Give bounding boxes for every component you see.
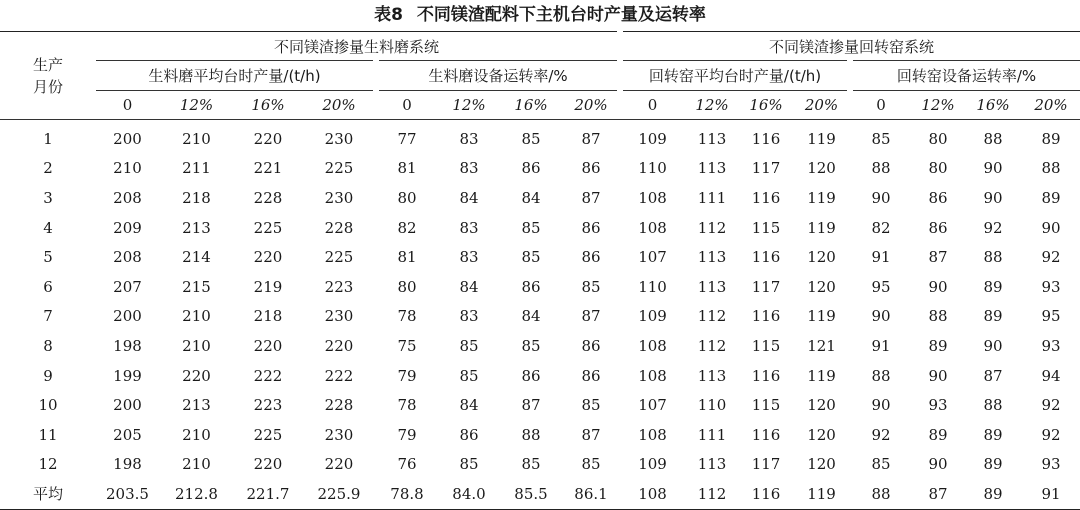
value-cell: 115	[751, 336, 781, 355]
value-cell: 89	[1041, 188, 1061, 207]
dosage-header: 12%	[685, 91, 739, 120]
value-cell: 94	[1041, 366, 1061, 385]
value-cell: 90	[871, 307, 891, 326]
value-cell: 88	[871, 366, 891, 385]
subgroup-kiln-rate: 回转窑设备运转率/%	[850, 61, 1080, 91]
value-cell: 76	[397, 455, 417, 474]
value-cell: 220	[324, 455, 354, 474]
value-cell: 120	[807, 396, 836, 415]
value-cell: 228	[253, 188, 283, 207]
value-cell: 220	[253, 336, 283, 355]
value-cell: 213	[182, 396, 211, 415]
value-cell: 92	[1041, 425, 1061, 444]
value-cell: 90	[928, 455, 948, 474]
value-cell: 92	[1041, 248, 1061, 267]
value-cell: 85	[521, 248, 541, 267]
value-cell: 119	[807, 129, 836, 148]
value-cell: 200	[113, 307, 142, 326]
month-cell: 8	[43, 336, 53, 355]
dosage-header: 20%	[793, 91, 850, 120]
table-row	[0, 420, 1080, 450]
month-cell: 3	[43, 188, 53, 207]
value-cell: 92	[871, 425, 891, 444]
value-cell: 95	[871, 277, 891, 296]
dosage-header: 0	[96, 91, 159, 120]
value-cell: 90	[928, 277, 948, 296]
dosage-header: 12%	[159, 91, 234, 120]
value-cell: 85	[581, 455, 601, 474]
month-cell: 7	[43, 307, 53, 326]
value-cell: 108	[638, 425, 667, 444]
value-cell: 208	[113, 188, 142, 207]
value-cell: 87	[521, 396, 541, 415]
table-row	[0, 183, 1080, 213]
value-cell: 95	[1041, 307, 1061, 326]
value-cell: 120	[807, 248, 836, 267]
value-cell: 89	[983, 277, 1003, 296]
value-cell: 205	[113, 425, 142, 444]
value-cell: 81	[397, 248, 417, 267]
value-cell: 78	[397, 307, 417, 326]
month-header	[0, 32, 96, 120]
value-cell: 120	[807, 455, 836, 474]
month-cell: 平均	[0, 479, 96, 509]
month-header-line2: 月份	[32, 77, 63, 96]
value-cell: 80	[397, 188, 417, 207]
value-cell: 113	[697, 277, 727, 296]
subgroup-raw-mill-rate: 生料磨设备运转率/%	[376, 61, 620, 91]
value-cell: 110	[638, 159, 667, 178]
value-cell: 108	[620, 479, 685, 509]
value-cell: 228	[324, 218, 354, 237]
value-cell: 116	[751, 248, 781, 267]
value-cell: 89	[983, 455, 1003, 474]
value-cell: 87	[912, 479, 964, 509]
value-cell: 109	[638, 129, 667, 148]
value-cell: 225	[253, 425, 283, 444]
value-cell: 85	[871, 455, 891, 474]
value-cell: 210	[182, 307, 211, 326]
value-cell: 200	[113, 129, 142, 148]
value-cell: 93	[1041, 277, 1061, 296]
dosage-header: 0	[376, 91, 438, 120]
month-cell: 5	[43, 248, 53, 267]
value-cell: 86	[581, 248, 601, 267]
value-cell: 88	[1041, 159, 1061, 178]
value-cell: 107	[638, 396, 667, 415]
value-cell: 121	[807, 336, 836, 355]
value-cell: 116	[739, 479, 793, 509]
table-title: 不同镁渣配料下主机台时产量及运转率	[416, 5, 706, 25]
value-cell: 88	[983, 396, 1003, 415]
value-cell: 111	[697, 425, 727, 444]
value-cell: 85	[521, 455, 541, 474]
value-cell: 199	[113, 366, 142, 385]
value-cell: 222	[324, 366, 354, 385]
value-cell: 112	[697, 218, 727, 237]
month-cell: 11	[38, 425, 58, 444]
value-cell: 93	[928, 396, 948, 415]
value-cell: 210	[182, 455, 211, 474]
value-cell: 82	[871, 218, 891, 237]
value-cell: 87	[581, 129, 601, 148]
month-cell: 10	[38, 396, 58, 415]
value-cell: 81	[397, 159, 417, 178]
value-cell: 83	[459, 129, 479, 148]
value-cell: 86	[581, 218, 601, 237]
value-cell: 83	[459, 248, 479, 267]
data-table	[0, 31, 1080, 510]
value-cell: 107	[638, 248, 667, 267]
value-cell: 218	[182, 188, 211, 207]
value-cell: 203.5	[96, 479, 159, 509]
value-cell: 119	[807, 307, 836, 326]
value-cell: 218	[253, 307, 283, 326]
value-cell: 198	[113, 336, 142, 355]
value-cell: 80	[928, 129, 948, 148]
value-cell: 117	[751, 159, 781, 178]
value-cell: 110	[638, 277, 667, 296]
dosage-header: 20%	[562, 91, 620, 120]
table-row	[0, 272, 1080, 302]
value-cell: 117	[751, 455, 781, 474]
dosage-header: 16%	[964, 91, 1022, 120]
month-cell: 12	[38, 455, 58, 474]
value-cell: 225	[253, 218, 283, 237]
value-cell: 87	[928, 248, 948, 267]
value-cell: 113	[697, 366, 727, 385]
value-cell: 89	[983, 307, 1003, 326]
value-cell: 200	[113, 396, 142, 415]
value-cell: 89	[1041, 129, 1061, 148]
value-cell: 91	[871, 336, 891, 355]
value-cell: 108	[638, 218, 667, 237]
value-cell: 220	[324, 336, 354, 355]
value-cell: 211	[182, 159, 211, 178]
dosage-header: 0	[850, 91, 912, 120]
value-cell: 84.0	[438, 479, 500, 509]
dosage-header-row	[0, 91, 1080, 120]
value-cell: 212.8	[159, 479, 234, 509]
value-cell: 119	[807, 366, 836, 385]
value-cell: 219	[253, 277, 283, 296]
dosage-header: 16%	[739, 91, 793, 120]
value-cell: 208	[113, 248, 142, 267]
table-body	[0, 120, 1080, 510]
value-cell: 89	[983, 425, 1003, 444]
value-cell: 119	[793, 479, 850, 509]
value-cell: 108	[638, 336, 667, 355]
value-cell: 113	[697, 248, 727, 267]
group-raw-mill: 不同镁渣掺量生料磨系统	[96, 32, 620, 61]
value-cell: 230	[324, 129, 354, 148]
value-cell: 86	[521, 159, 541, 178]
value-cell: 90	[983, 336, 1003, 355]
value-cell: 112	[685, 479, 739, 509]
value-cell: 90	[983, 188, 1003, 207]
value-cell: 85	[871, 129, 891, 148]
value-cell: 225.9	[302, 479, 376, 509]
value-cell: 214	[182, 248, 211, 267]
dosage-header: 12%	[912, 91, 964, 120]
table-row	[0, 242, 1080, 272]
value-cell: 111	[697, 188, 727, 207]
value-cell: 84	[459, 277, 479, 296]
value-cell: 88	[850, 479, 912, 509]
value-cell: 91	[871, 248, 891, 267]
value-cell: 93	[1041, 336, 1061, 355]
value-cell: 113	[697, 129, 727, 148]
table-row	[0, 120, 1080, 154]
value-cell: 92	[1041, 396, 1061, 415]
value-cell: 88	[983, 248, 1003, 267]
value-cell: 85	[521, 336, 541, 355]
value-cell: 85	[521, 218, 541, 237]
table-row	[0, 390, 1080, 420]
value-cell: 84	[521, 307, 541, 326]
value-cell: 89	[964, 479, 1022, 509]
subgroup-kiln-output: 回转窑平均台时产量/(t/h)	[620, 61, 850, 91]
month-cell: 9	[43, 366, 53, 385]
value-cell: 120	[807, 159, 836, 178]
value-cell: 230	[324, 425, 354, 444]
value-cell: 85	[581, 396, 601, 415]
value-cell: 113	[697, 455, 727, 474]
value-cell: 78.8	[376, 479, 438, 509]
value-cell: 230	[324, 307, 354, 326]
value-cell: 220	[253, 248, 283, 267]
value-cell: 86	[521, 277, 541, 296]
table-row	[0, 213, 1080, 243]
value-cell: 78	[397, 396, 417, 415]
value-cell: 116	[751, 307, 781, 326]
value-cell: 83	[459, 307, 479, 326]
value-cell: 93	[1041, 455, 1061, 474]
value-cell: 209	[113, 218, 142, 237]
value-cell: 225	[324, 159, 354, 178]
value-cell: 85	[459, 336, 479, 355]
value-cell: 221.7	[234, 479, 302, 509]
value-cell: 198	[113, 455, 142, 474]
value-cell: 89	[928, 336, 948, 355]
value-cell: 90	[928, 366, 948, 385]
table-caption	[0, 4, 1080, 26]
value-cell: 75	[397, 336, 417, 355]
value-cell: 115	[751, 396, 781, 415]
value-cell: 88	[983, 129, 1003, 148]
value-cell: 220	[253, 129, 283, 148]
value-cell: 117	[751, 277, 781, 296]
value-cell: 86	[928, 218, 948, 237]
value-cell: 116	[751, 129, 781, 148]
value-cell: 87	[581, 188, 601, 207]
value-cell: 113	[697, 159, 727, 178]
value-cell: 116	[751, 366, 781, 385]
value-cell: 210	[182, 129, 211, 148]
value-cell: 89	[928, 425, 948, 444]
value-cell: 210	[113, 159, 142, 178]
table-row	[0, 361, 1080, 391]
value-cell: 210	[182, 425, 211, 444]
value-cell: 86	[521, 366, 541, 385]
value-cell: 88	[928, 307, 948, 326]
value-cell: 120	[807, 425, 836, 444]
value-cell: 223	[324, 277, 354, 296]
value-cell: 86.1	[562, 479, 620, 509]
value-cell: 80	[928, 159, 948, 178]
dosage-header: 20%	[1022, 91, 1080, 120]
value-cell: 223	[253, 396, 283, 415]
value-cell: 119	[807, 218, 836, 237]
group-kiln: 不同镁渣掺量回转窑系统	[620, 32, 1080, 61]
value-cell: 220	[182, 366, 211, 385]
dosage-header: 16%	[500, 91, 562, 120]
value-cell: 85.5	[500, 479, 562, 509]
dosage-header: 0	[620, 91, 685, 120]
value-cell: 116	[751, 188, 781, 207]
subgroup-raw-mill-output: 生料磨平均台时产量/(t/h)	[96, 61, 376, 91]
value-cell: 83	[459, 218, 479, 237]
dosage-header: 12%	[438, 91, 500, 120]
table-row	[0, 450, 1080, 480]
value-cell: 109	[638, 455, 667, 474]
table-row	[0, 302, 1080, 332]
value-cell: 119	[807, 188, 836, 207]
value-cell: 85	[459, 455, 479, 474]
value-cell: 86	[581, 159, 601, 178]
value-cell: 88	[521, 425, 541, 444]
value-cell: 87	[581, 425, 601, 444]
month-cell: 1	[43, 129, 53, 148]
value-cell: 86	[459, 425, 479, 444]
value-cell: 116	[751, 425, 781, 444]
value-cell: 90	[871, 188, 891, 207]
month-header-line1: 生产	[32, 55, 63, 74]
table-number: 表8	[374, 5, 403, 25]
value-cell: 112	[697, 307, 727, 326]
value-cell: 207	[113, 277, 142, 296]
value-cell: 87	[983, 366, 1003, 385]
value-cell: 228	[324, 396, 354, 415]
value-cell: 220	[253, 455, 283, 474]
value-cell: 115	[751, 218, 781, 237]
value-cell: 213	[182, 218, 211, 237]
value-cell: 79	[397, 425, 417, 444]
value-cell: 85	[581, 277, 601, 296]
value-cell: 230	[324, 188, 354, 207]
table-row	[0, 154, 1080, 184]
value-cell: 86	[928, 188, 948, 207]
value-cell: 109	[638, 307, 667, 326]
value-cell: 112	[697, 336, 727, 355]
value-cell: 210	[182, 336, 211, 355]
value-cell: 110	[697, 396, 727, 415]
value-cell: 88	[871, 159, 891, 178]
dosage-header: 20%	[302, 91, 376, 120]
value-cell: 80	[397, 277, 417, 296]
value-cell: 91	[1022, 479, 1080, 509]
value-cell: 92	[983, 218, 1003, 237]
value-cell: 225	[324, 248, 354, 267]
table-row	[0, 331, 1080, 361]
value-cell: 83	[459, 159, 479, 178]
value-cell: 90	[983, 159, 1003, 178]
dosage-header: 16%	[234, 91, 302, 120]
value-cell: 82	[397, 218, 417, 237]
value-cell: 85	[459, 366, 479, 385]
value-cell: 108	[638, 188, 667, 207]
value-cell: 85	[521, 129, 541, 148]
value-cell: 86	[581, 336, 601, 355]
value-cell: 79	[397, 366, 417, 385]
value-cell: 120	[807, 277, 836, 296]
value-cell: 84	[459, 188, 479, 207]
value-cell: 87	[581, 307, 601, 326]
value-cell: 90	[871, 396, 891, 415]
month-cell: 2	[43, 159, 53, 178]
table-row	[0, 479, 1080, 509]
value-cell: 77	[397, 129, 417, 148]
value-cell: 222	[253, 366, 283, 385]
value-cell: 86	[581, 366, 601, 385]
value-cell: 221	[253, 159, 283, 178]
value-cell: 108	[638, 366, 667, 385]
value-cell: 90	[1041, 218, 1061, 237]
value-cell: 84	[521, 188, 541, 207]
value-cell: 215	[182, 277, 211, 296]
value-cell: 84	[459, 396, 479, 415]
month-cell: 6	[43, 277, 53, 296]
month-cell: 4	[43, 218, 53, 237]
